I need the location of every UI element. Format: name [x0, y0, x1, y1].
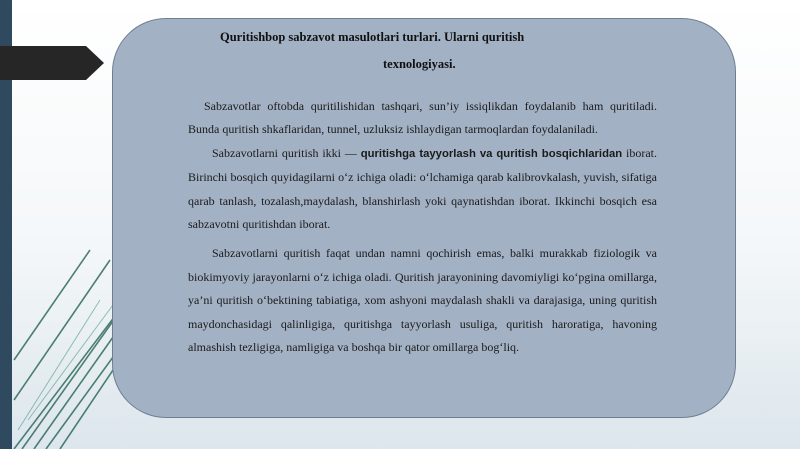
paragraph-2-bold: quritishga tayyorlash va quritish bosqichlaridan — [360, 147, 623, 160]
paragraph-1: Sabzavotlar oftobda quritilishidan tashqari, sun’iy issiqlikdan foydalanib ham quritiladi. Bunda quritish shkaflaridan, tunnel, uzluksiz ishlaydigan tarmoqlardan foydalaniladi. — [188, 99, 657, 137]
paragraph-3: Sabzavotlarni quritish faqat undan namni qochirish emas, balki murakkab fiziologik va biokimyoviy jarayonlarni o‘z ichiga oladi. Quritish jarayonining davomiyligi ko‘pgina omillarga, ya’ni quritish o‘bektining tabiatiga, xom ashyoni maydalash shakli va darajasiga, uning quritish maydonchasidagi qalinligiga, quritishga tayyorlash usuliga, quritish haroratiga, havoning almashish tezligiga, namligiga va boshqa bir qator omillarga bog‘liq. — [188, 246, 657, 355]
slide-title-line2: texnologiyasi. — [383, 57, 456, 71]
arrow-tab-shape — [0, 46, 104, 80]
paragraph-2-end: iborat. Birinchi bosqich quyidagilarni o‘z ichiga oladi: o‘lchamiga qarab kalibrovkalash, yuvish, sifatiga qarab tanlash, tozalash,maydalash, blanshirlash yoki qaynatishdan iborat. Ikkinchi bosqich esa sabzavotni quritishdan iborat. — [188, 145, 657, 232]
slide-body — [188, 95, 657, 359]
paragraph-2 — [188, 142, 657, 237]
paragraph-2-start: Sabzavotlarni quritish ikki — — [212, 145, 361, 160]
slide-title-line1: Quritishbop sabzavot masulotlari turlari. Ularni quritish — [220, 30, 525, 44]
